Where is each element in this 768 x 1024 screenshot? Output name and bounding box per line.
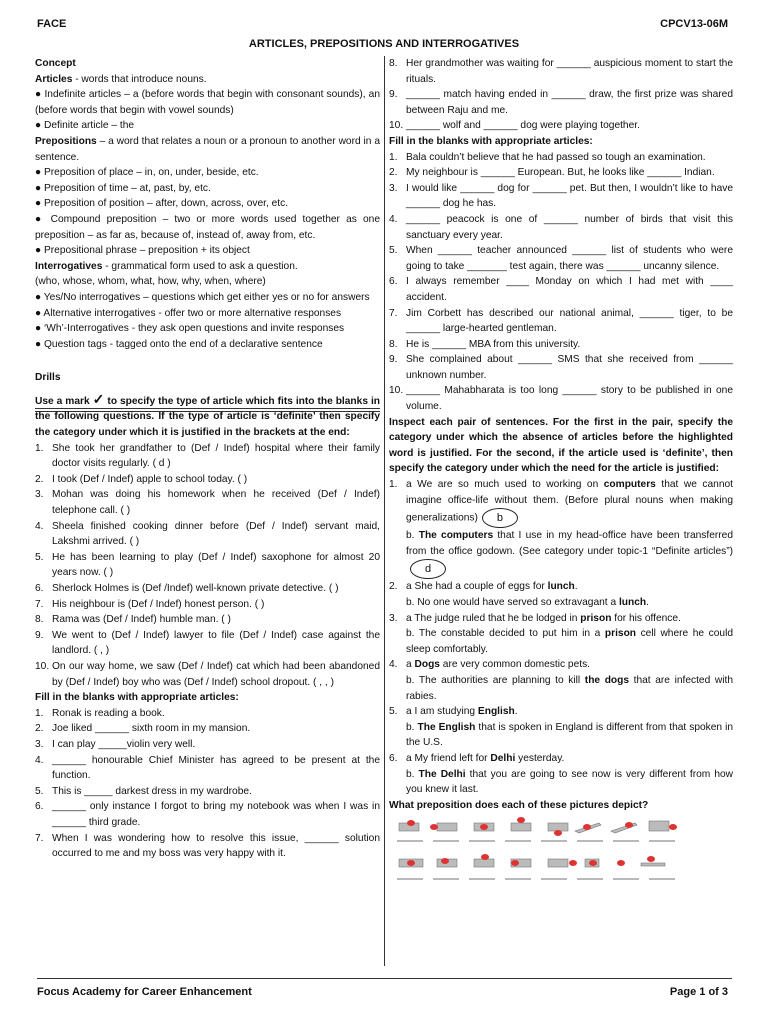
- list-item: 8. Her grandmother was waiting for ______ auspicious moment to start the rituals.: [389, 58, 733, 85]
- left-column: [35, 56, 380, 862]
- box-picture: [474, 859, 494, 867]
- box-picture: [437, 823, 457, 831]
- list-item: 7. His neighbour is (Def / Indef) honest person. ( ): [35, 598, 265, 610]
- page-title: ARTICLES, PREPOSITIONS AND INTERROGATIVES: [248, 38, 520, 50]
- box-picture: [511, 823, 531, 831]
- ball-picture: [569, 860, 577, 866]
- list-item: 6. Sherlock Holmes is (Def /Indef) well-known private detective. ( ): [35, 583, 339, 594]
- ball-picture: [480, 824, 488, 830]
- list-item: 3. I can play _____violin very well.: [35, 738, 196, 750]
- list-item: 10. On our way home, we saw (Def / Indef) cat which had been abandoned by (Def / Indef) boy who was (Def / Indef) school dropout. ( , , ): [35, 660, 380, 688]
- ball-picture: [407, 820, 415, 826]
- fill1-heading: Fill in the blanks with appropriate articles:: [35, 692, 239, 704]
- list-item: 1. a We are so much used to working on computers that we cannot imagine office-life without them. (Before plural nouns when making generalizations) b b. The computers that I use in my head-office have been transferred from the office godown. (See category under topic-1 “Definite articles”)d: [389, 477, 733, 579]
- fill2-list: [389, 150, 733, 415]
- list-item: 6. ______ only instance I forgot to bring my notebook was when I was in ______ third grade.: [35, 801, 380, 828]
- ball-picture: [625, 822, 633, 828]
- list-item: 5. When ______ teacher announced ______ list of students who were going to take _______ test again, there was ______ uncanny silence.: [389, 245, 733, 272]
- list-item: 4. ______ peacock is one of ______ number of birds that visit this sanctuary every year.: [389, 213, 733, 241]
- box-picture: [548, 823, 568, 831]
- column-divider: [384, 56, 385, 966]
- drills-list: [35, 441, 380, 691]
- drills-heading: Drills: [35, 372, 61, 384]
- list-item: 1. She took her grandfather to (Def / Indef) hospital where their family doctor visits regularly. ( d ): [35, 442, 380, 470]
- list-item: 7. Jim Corbett has described our national animal, ______ tiger, to be ______ large-hearted gentleman.: [389, 307, 733, 335]
- list-item: 8. Rama was (Def / Indef) humble man. ( ): [35, 614, 231, 626]
- checkmark-icon: ✓: [92, 390, 105, 407]
- footer-divider: [37, 978, 732, 979]
- list-item: 1. Bala couldn’t believe that he had passed so tough an examination.: [389, 151, 706, 163]
- list-item: 9. We went to (Def / Indef) lawyer to file (Def / Indef) case against the landlord. ( , ): [35, 629, 380, 657]
- ball-picture: [511, 860, 519, 866]
- interrog-item: ● Question tags - tagged onto the end of a declarative sentence: [35, 338, 323, 350]
- interrogatives-def: Interrogatives - grammatical form used to ask a question.: [35, 260, 298, 272]
- inspect-list: [389, 477, 733, 798]
- interrog-item: ● Yes/No interrogatives – questions which get either yes or no for answers: [35, 291, 370, 303]
- list-item: 3. a The judge ruled that he be lodged in prison for his offence. b. The constable decided to put him in a prison cell where he could sleep comfortably.: [389, 612, 733, 655]
- box-picture: [548, 859, 568, 867]
- list-item: 5. This is _____ darkest dress in my wardrobe.: [35, 785, 252, 797]
- list-item: 5. He has been learning to play (Def / Indef) saxophone for almost 20 years now. ( ): [35, 551, 380, 579]
- list-item: 6. a My friend left for Delhi yesterday. b. The Delhi that you are going to see now is very different from how you knew it last.: [389, 752, 734, 796]
- ball-picture: [407, 860, 415, 866]
- fill1-list: [35, 706, 380, 862]
- prep-item: ● Preposition of place – in, on, under, beside, etc.: [35, 167, 259, 179]
- plank-picture: [641, 863, 665, 866]
- list-item: 8. He is ______ MBA from this university.: [389, 338, 581, 350]
- prep-item: ● Preposition of time – at, past, by, etc.: [35, 182, 211, 194]
- interrog-item: ● ‘Wh’-Interrogatives - they ask open questions and invite responses: [35, 323, 345, 335]
- header-right: CPCV13-06M: [660, 18, 728, 30]
- ramp-picture: [611, 823, 637, 833]
- pictures-heading: What preposition does each of these pictures depict?: [389, 799, 649, 811]
- list-item: 4. ______ honourable Chief Minister has agreed to be present at the function.: [35, 754, 380, 782]
- prep-item: ● Prepositional phrase – preposition + its object: [35, 245, 250, 257]
- list-item: 3. Mohan was doing his homework when he received (Def / Indef) telephone call. ( ): [35, 489, 380, 517]
- list-item: 6. I always remember ____ Monday on which I had met with ____ accident.: [389, 276, 733, 303]
- preposition-pictures-svg: [389, 817, 729, 897]
- header-left: FACE: [37, 18, 67, 30]
- ball-picture: [647, 856, 655, 862]
- ball-picture: [441, 858, 449, 864]
- answer-circle: d: [410, 559, 446, 579]
- ball-picture: [617, 860, 625, 866]
- picture-row-1: [399, 817, 677, 836]
- footer-left: Focus Academy for Career Enhancement: [37, 986, 252, 998]
- list-item: 2. I took (Def / Indef) apple to school today. ( ): [35, 473, 248, 485]
- answer-circle: b: [482, 508, 518, 528]
- drills-instructions: Use a mark ✓ to specify the type of article which fits into the blanks in the following questions. If the type of article is ‘definite’ then specify the category under which it is justified in the brackets at the end:: [35, 390, 381, 439]
- indefinite-articles: ● Indefinite articles – a (before words that begin with consonant sounds), an (before words that begin with vowel sounds): [35, 89, 380, 116]
- list-item: 2. My neighbour is ______ European. But, he looks like ______ Indian.: [389, 167, 715, 179]
- articles-def: Articles - words that introduce nouns.: [35, 73, 207, 85]
- ball-picture: [481, 854, 489, 860]
- fill2-heading: Fill in the blanks with appropriate articles:: [389, 135, 593, 147]
- interrog-item: ● Alternative interrogatives - offer two or more alternative responses: [35, 307, 342, 319]
- picture-row-2: [399, 854, 665, 867]
- list-item: 2. a She had a couple of eggs for lunch. b. No one would have served so extravagant a lunch.: [389, 581, 649, 608]
- list-item: 4. Sheela finished cooking dinner before (Def / Indef) servant maid, Lakshmi arrived. ( ): [35, 520, 380, 548]
- ball-picture: [430, 824, 438, 830]
- ball-picture: [517, 817, 525, 823]
- inspect-heading: Inspect each pair of sentences. For the first in the pair, specify the category under which the absence of articles before the highlighted word is justified. For the second, if the article used is ‘definite’, then specify the category under which the need for the article is justified:: [389, 416, 733, 475]
- ball-picture: [669, 824, 677, 830]
- preposition-pictures: [389, 817, 733, 897]
- list-item: 10. ______ Mahabharata is too long ______ story to be published in one volume.: [389, 385, 733, 413]
- prep-item: ● Preposition of position – after, down, across, over, etc.: [35, 198, 289, 210]
- interrog-item: (who, whose, whom, what, how, why, when, where): [35, 276, 266, 288]
- definite-article: ● Definite article – the: [35, 120, 135, 132]
- prepositions-def: Prepositions – a word that relates a noun or a pronoun to another word in a sentence.: [35, 135, 380, 163]
- list-item: 1. Ronak is reading a book.: [35, 707, 165, 719]
- concept-heading: Concept: [35, 58, 76, 69]
- list-item: 4. a Dogs are very common domestic pets. b. The authorities are planning to kill the dogs that are infected with rabies.: [389, 659, 733, 702]
- list-item: 9. ______ match having ended in ______ draw, the first prize was shared between Raju and me.: [389, 89, 733, 116]
- ball-picture: [583, 824, 591, 830]
- footer-right: Page 1 of 3: [669, 986, 728, 998]
- list-item: 3. I would like ______ dog for ______ pet. But then, I wouldn’t like to have ______ dog he has.: [389, 182, 733, 210]
- right-column: [389, 56, 733, 897]
- box-picture: [649, 821, 669, 831]
- list-item: 7. When I was wondering how to resolve this issue, ______ solution occurred to me and my boss was very happy with it.: [35, 832, 380, 860]
- list-item: 2. Joe liked ______ sixth room in my mansion.: [35, 723, 251, 735]
- list-item: 9. She complained about ______ SMS that she received from ______ unknown number.: [389, 354, 733, 381]
- list-item: 5. a I am studying English. b. The English that is spoken in England is different from that spoken in the U.S.: [389, 706, 733, 749]
- ball-picture: [554, 830, 562, 836]
- list-item: 10. ______ wolf and ______ dog were playing together.: [389, 120, 640, 132]
- prep-item: ● Compound preposition – two or more words used together as one preposition – as far as, because of, instead of, away from, etc.: [35, 213, 380, 241]
- ball-picture: [589, 860, 597, 866]
- fill1-list-cont: [389, 56, 733, 134]
